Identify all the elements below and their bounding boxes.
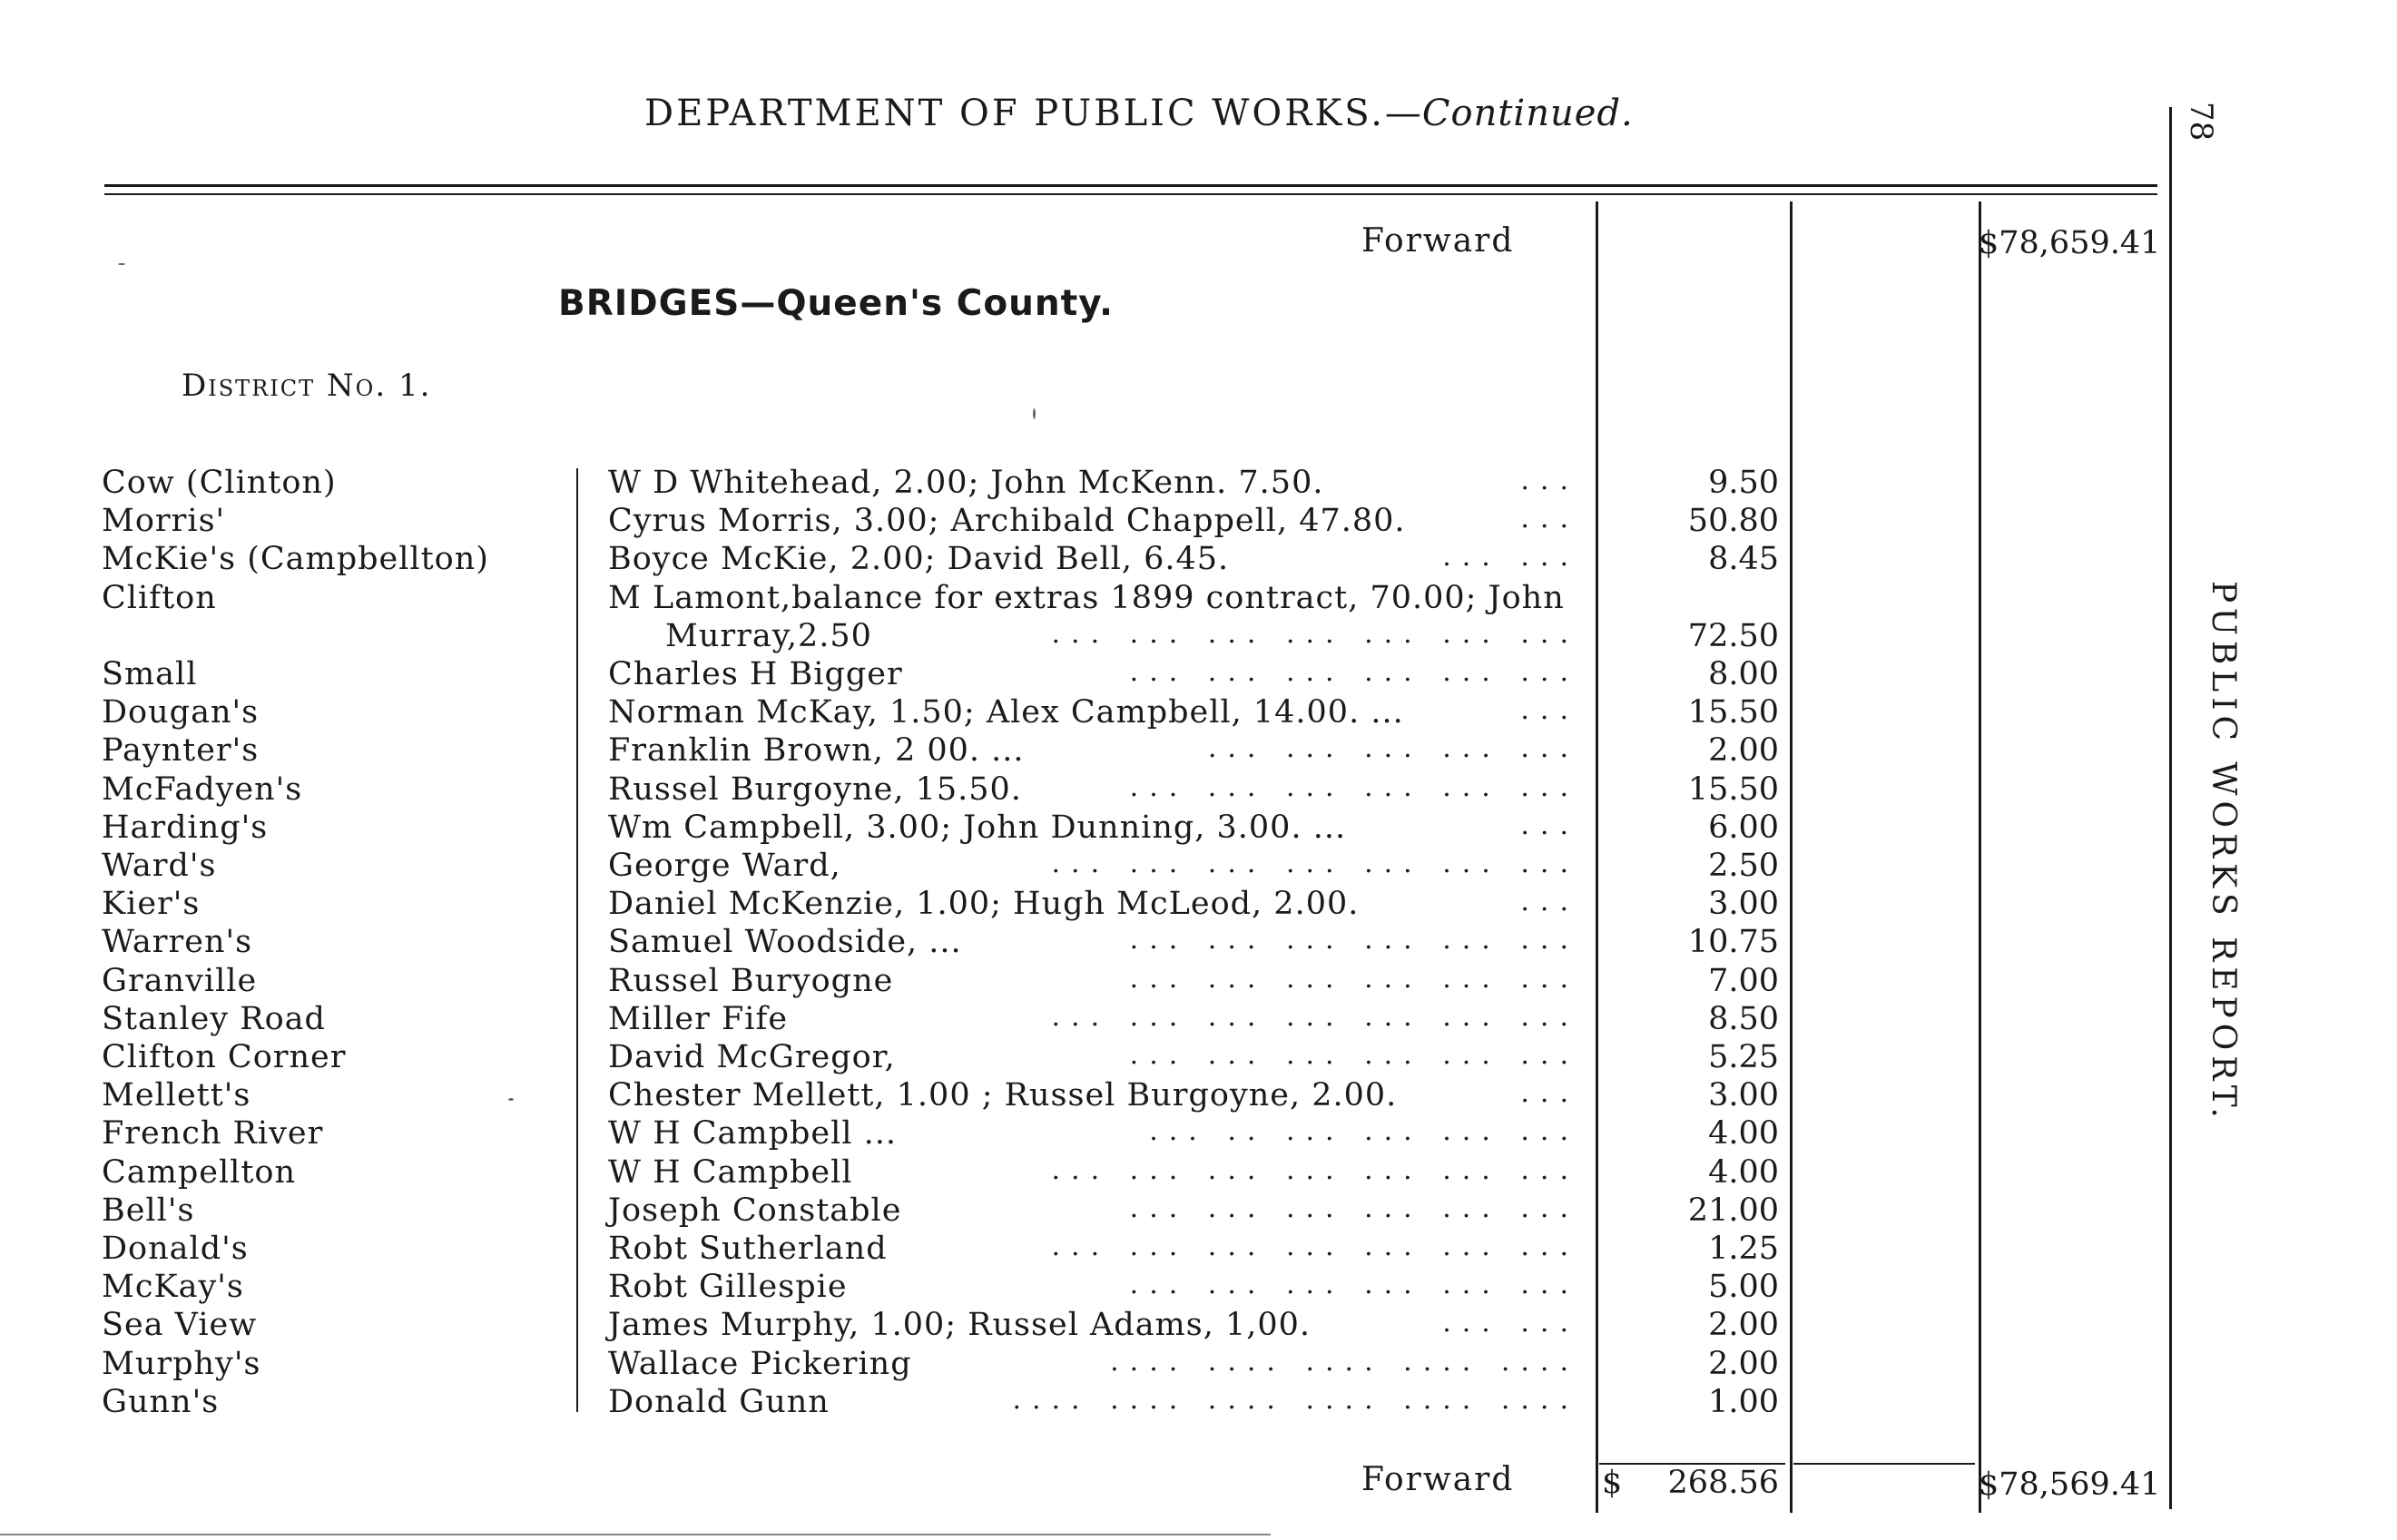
amount-cell: 2.00 [1708,1345,1779,1382]
leader-dots: .... .... .... .... .... .... [1012,1383,1579,1416]
payee-text: Robt Sutherland [608,1231,888,1267]
bridge-name: Sea View [102,1307,258,1344]
leader-dots: ... ... ... ... ... ... ... [1051,1231,1579,1262]
amount-cell: 15.50 [1687,694,1779,731]
payee-text: Cyrus Morris, 3.00; Archibald Chappell, 47.80. [608,503,1406,540]
leader-dots: ... ... ... ... ... [1207,732,1579,765]
payee-text: M Lamont,balance for extras 1899 contract, 70.00; John [608,579,1565,616]
amount-cell: 1.00 [1708,1383,1779,1420]
header-rule-bottom [104,193,2157,195]
payee-text: Boyce McKie, 2.00; David Bell, 6.45. [608,541,1230,578]
amount-cell: 3.00 [1708,886,1779,923]
table-row [0,1231,2397,1269]
amount-cell: 72.50 [1687,617,1779,654]
payee-text: Robt Gillespie [608,1269,848,1306]
amount-cell: 10.75 [1687,924,1779,961]
table-row [0,465,2397,503]
amount-cell: 1.25 [1708,1231,1779,1267]
payee-text: W H Campbell [608,1153,853,1191]
amount-cell: 7.00 [1708,962,1779,999]
bridge-name: Murphy's [102,1345,261,1382]
table-row [0,886,2397,924]
bridge-name: Dougan's [102,694,260,731]
scan-speck [1033,408,1036,419]
payee-text: Wm Campbell, 3.00; John Dunning, 3.00. ... [608,809,1347,846]
bottom-edge-rule [0,1534,1271,1535]
amount-cell: 2.00 [1708,732,1779,770]
leader-dots: ... ... ... ... ... ... [1129,770,1579,803]
page-header [644,93,1634,134]
leader-dots: ... ... ... ... ... ... ... [1051,1153,1579,1186]
amount-cell: 15.50 [1687,770,1779,808]
bridge-name: McKie's (Campbellton) [102,541,489,578]
bridge-name: Donald's [102,1231,249,1267]
leader-dots: ... ... ... ... ... ... ... [1051,1000,1579,1033]
bridge-name: Small [102,656,198,692]
amount-cell: 21.00 [1687,1192,1779,1229]
amount-cell: 5.00 [1708,1269,1779,1306]
bridge-name: Gunn's [102,1383,220,1420]
table-row [0,503,2397,541]
payee-text: Miller Fife [608,1000,789,1037]
payee-text: Norman McKay, 1.50; Alex Campbell, 14.00. ... [608,694,1404,731]
amount-cell: 8.00 [1708,656,1779,692]
leader-dots: ... [1520,886,1579,918]
table-row [0,541,2397,579]
bridge-name: McKay's [102,1269,244,1306]
forward-bottom-label: Forward [1361,1461,1515,1498]
amount-cell: 2.50 [1708,848,1779,884]
scan-speck [508,1098,514,1101]
bridge-name: French River [102,1115,324,1153]
table-row [0,694,2397,732]
forward-bottom-subtotal: 268.56 [1667,1465,1779,1501]
leader-dots: ... ... ... ... ... ... [1129,656,1579,688]
table-row [0,1269,2397,1307]
bridge-name: Paynter's [102,732,260,770]
leader-dots: ... ... ... ... ... ... [1129,962,1579,995]
side-report-title: PUBLIC WORKS REPORT. [2205,581,2242,1123]
table-row [0,732,2397,770]
amount-cell: 5.25 [1708,1039,1779,1075]
bridge-name: Bell's [102,1192,195,1229]
table-row [0,1001,2397,1039]
forward-top-total: $78,659.41 [1979,225,2161,261]
payee-text: Daniel McKenzie, 1.00; Hugh McLeod, 2.00. [608,886,1360,923]
bridge-name: Harding's [102,809,269,846]
leader-dots: ... ... [1442,1307,1579,1339]
payee-text: W D Whitehead, 2.00; John McKenn. 7.50. [608,465,1324,501]
table-row [0,924,2397,962]
leader-dots: ... [1520,465,1579,496]
table-row [0,963,2397,1001]
leader-dots: ... [1520,694,1579,727]
leader-dots: ... [1520,503,1579,535]
table-row [0,1039,2397,1077]
amount-cell: 9.50 [1708,465,1779,501]
table-row [0,656,2397,694]
table-row [0,580,2397,618]
leader-dots: ... ... ... ... ... ... [1129,1039,1579,1071]
bridge-name: Morris' [102,503,226,540]
table-row [0,1077,2397,1115]
forward-bottom-total: $78,569.41 [1979,1466,2161,1503]
amount-cell: 8.50 [1708,1000,1779,1037]
amount-cell: 2.00 [1708,1307,1779,1344]
payee-text: Donald Gunn [608,1383,830,1420]
bridge-name: Cow (Clinton) [102,465,337,501]
header-title: DEPARTMENT OF PUBLIC WORKS. [644,93,1385,134]
table-row [0,1192,2397,1231]
table-row [0,1115,2397,1153]
leader-dots: ... ... ... ... ... ... ... [1051,848,1579,879]
amount-cell: 8.45 [1708,541,1779,578]
table-row [0,618,2397,656]
amount-cell: 6.00 [1708,809,1779,846]
payee-text: David McGregor, [608,1039,896,1075]
amount-cell: 50.80 [1687,503,1779,540]
table-row [0,1384,2397,1422]
leader-dots: ... ... ... ... ... ... ... [1051,617,1579,650]
district-heading: District No. 1. [182,368,432,404]
header-continued: —Continued. [1384,93,1634,134]
bridge-name: Stanley Road [102,1000,326,1037]
bridge-name: Campellton [102,1153,297,1191]
total-rule-mid [1793,1463,1975,1465]
scan-speck [118,263,125,265]
payee-text: Chester Mellett, 1.00 ; Russel Burgoyne, 2.00. [608,1077,1398,1114]
forward-bottom-dollar: $ [1602,1465,1623,1501]
payee-text: Murray,2.50 [665,617,872,654]
payee-text: George Ward, [608,848,841,884]
table-row [0,1154,2397,1192]
amount-cell: 3.00 [1708,1077,1779,1114]
bridge-name: Granville [102,962,258,999]
payee-text: Russel Buryogne [608,962,894,999]
leader-dots: ... ... ... ... ... ... [1129,1192,1579,1224]
leader-dots: .... .... .... .... .... [1110,1345,1579,1378]
table-row [0,1346,2397,1384]
payee-text: Franklin Brown, 2 00. ... [608,732,1025,770]
payee-text: Wallace Pickering [608,1345,912,1382]
leader-dots: ... [1520,809,1579,841]
leader-dots: ... ... ... ... ... ... [1129,1269,1579,1301]
bridge-name: Mellett's [102,1077,251,1114]
bridge-name: Clifton Corner [102,1039,347,1075]
bridge-name: Ward's [102,848,217,884]
table-row [0,848,2397,886]
header-rule-top [104,184,2157,187]
section-title: BRIDGES—Queen's County. [558,283,1114,324]
page-number: 78 [2183,102,2219,142]
payee-text: Joseph Constable [608,1192,902,1229]
payee-text: W H Campbell ... [608,1115,897,1153]
leader-dots: ... [1520,1077,1579,1110]
bridge-name: McFadyen's [102,770,303,808]
payee-text: Charles H Bigger [608,656,903,692]
payee-text: Russel Burgoyne, 15.50. [608,770,1022,808]
leader-dots: ... .. ... ... ... ... [1149,1115,1579,1148]
table-row [0,809,2397,848]
leader-dots: ... ... ... ... ... ... [1129,924,1579,956]
leader-dots: ... ... [1442,541,1579,574]
table-row [0,1307,2397,1345]
bridge-name: Warren's [102,924,253,961]
payee-text: Samuel Woodside, ... [608,924,962,961]
amount-cell: 4.00 [1708,1153,1779,1191]
forward-top-label: Forward [1361,222,1515,260]
bridge-name: Kier's [102,886,201,923]
bridge-name: Clifton [102,579,217,616]
amount-cell: 4.00 [1708,1115,1779,1153]
table-row [0,771,2397,809]
payee-text: James Murphy, 1.00; Russel Adams, 1,00. [608,1307,1311,1344]
